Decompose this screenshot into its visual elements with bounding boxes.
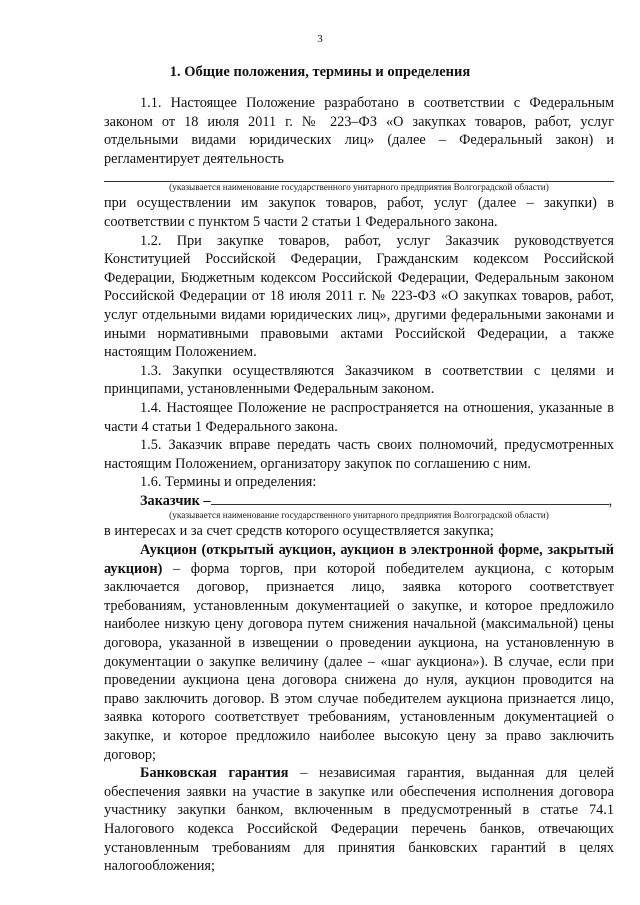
document-body <box>104 94 614 876</box>
fill-in-note-1: (указывается наименование государственного унитарного предприятия Волгоградской области) <box>169 183 549 194</box>
paragraph-1-6: 1.6. Термины и определения: <box>140 474 317 491</box>
paragraph-1-2: 1.2. При закупке товаров, работ, услуг Заказчик руководствуется Конституцией Российской Федерации, Гражданским кодексом Российской Федерации, Бюджетным кодексом Российской Федерации, Федеральным законом Российской Федерации от 18 июля 2011 г. № 223-ФЗ «О закупках товаров, работ, услуг отдельными видами юридических лиц», другими федеральными законами и иными нормативными правовыми актами Российской Федерации, а также настоящим Положением. <box>104 232 614 361</box>
bank-guarantee-definition <box>104 764 614 876</box>
paragraph-1-4: 1.4. Настоящее Положение не распространяется на отношения, указанные в части 4 статьи 1 Федерального закона. <box>104 399 614 435</box>
page-number: 3 <box>317 33 323 45</box>
fill-in-line-1 <box>104 171 614 182</box>
paragraph-1-3: 1.3. Закупки осуществляются Заказчиком в соответствии с целями и принципами, установленными Федеральным законом. <box>104 362 614 398</box>
customer-line-end: , <box>608 492 613 509</box>
term-customer: Заказчик – <box>140 492 211 509</box>
auction-definition <box>104 541 614 764</box>
fill-in-line-2 <box>211 492 609 505</box>
bank-guarantee-definition-text: – независимая гарантия, выданная для целей обеспечения заявки на участие в закупке или обеспечения исполнения договора участнику закупки банком, включенным в предусмотренный в статье 74.1 Налогового кодекса Российской Федерации перечень банков, отвечающих установленным требованиям для принятия банковских гарантий в целях налогообложения; <box>104 765 614 875</box>
customer-definition-line <box>104 492 614 511</box>
paragraph-1-1-continued: при осуществлении им закупок товаров, работ, услуг (далее – закупки) в соответствии с пунктом 5 части 2 статьи 1 Федерального закона. <box>104 195 614 230</box>
section-heading: 1. Общие положения, термины и определения <box>169 64 471 80</box>
fill-in-note-2: (указывается наименование государственного унитарного предприятия Волгоградской области) <box>169 511 549 522</box>
customer-definition-continued: в интересах и за счет средств которого осуществляется закупка; <box>104 523 494 540</box>
paragraph-1-5: 1.5. Заказчик вправе передать часть своих полномочий, предусмотренных настоящим Положением, организатору закупок по соглашению с ним. <box>104 437 614 472</box>
term-auction: Аукцион (открытый аукцион, аукцион в электронной форме, закрытый аукцион) <box>104 542 614 577</box>
term-bank-guarantee: Банковская гарантия <box>140 765 289 782</box>
auction-definition-text: – форма торгов, при которой победителем аукциона, с которым заключается договор, признается лицо, заявка которого соответствует требованиям, установленным документацией о закупке, и которое предложило наиболее низкую цену договора путем снижения начальной (максимальной) цены договора, указанной в извещении о проведении аукциона, на установленную в документации о закупке величину (далее – «шаг аукциона»). В случае, если при проведении аукциона цена договора снижена до нуля, аукцион проводится на право заключить договор. В этом случае победителем аукциона признается лицо, заявка которого соответствует требованиям, установленным документацией о закупке, и которое предложило наиболее высокую цену за право заключить договор; <box>104 560 614 763</box>
paragraph-1-1: 1.1. Настоящее Положение разработано в соответствии с Федеральным законом от 18 июля 2011 г. № 223–ФЗ «О закупках товаров, работ, услуг отдельными видами юридических лиц» (далее – Федеральный закон) и регламентирует деятельность <box>104 95 614 167</box>
